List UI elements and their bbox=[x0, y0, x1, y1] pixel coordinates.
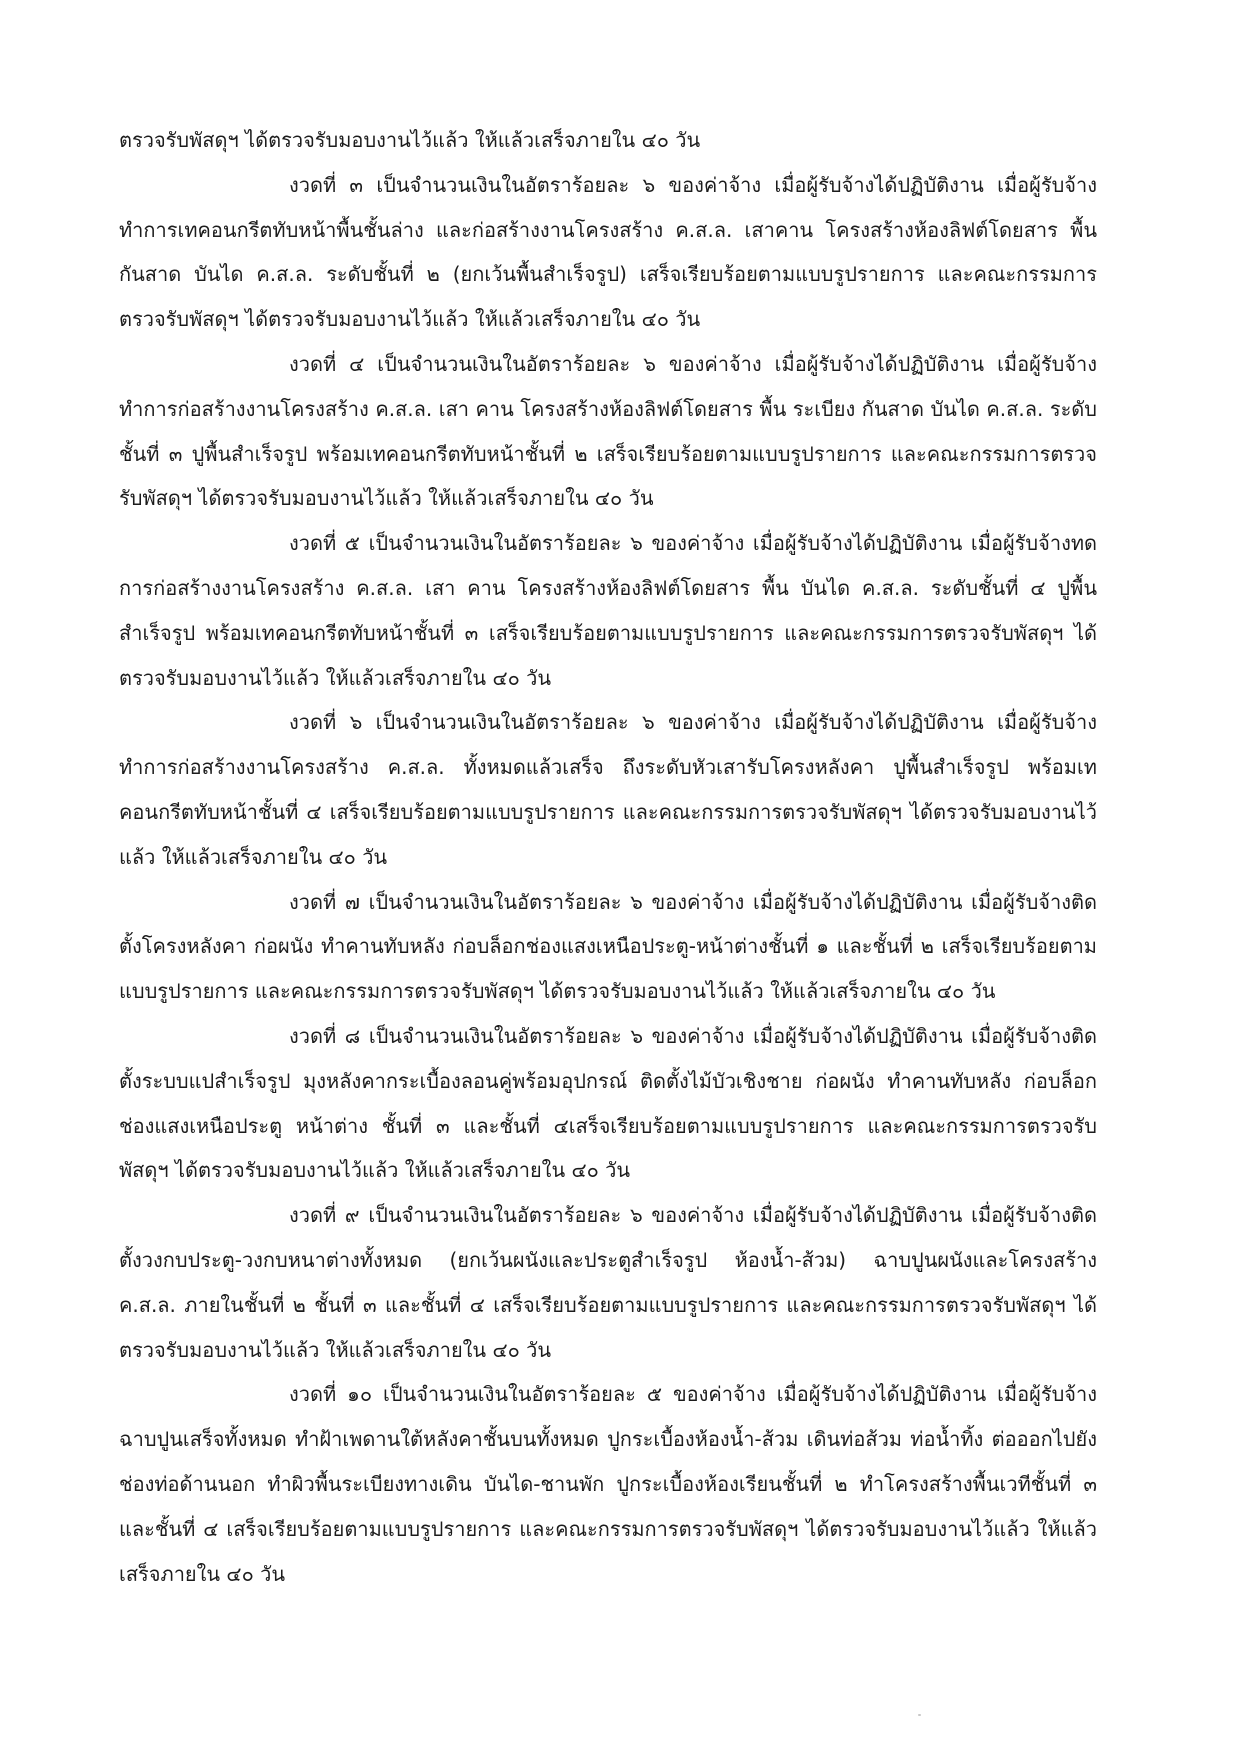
installment-4-paragraph: งวดที่ ๔ เป็นจำนวนเงินในอัตราร้อยละ ๖ ของค่าจ้าง เมื่อผู้รับจ้างได้ปฏิบัติงาน เมื่อผู้รับจ้างทำการก่อสร้างงานโครงสร้าง ค.ส.ล. เสา คาน โครงสร้างห้องลิฟต์โดยสาร พื้น ระเบียง กันสาด บันได ค.ส.ล. ระดับชั้นที่ ๓ ปูพื้นสำเร็จรูป พร้อมเทคอนกรีตทับหน้าชั้นที่ ๒ เสร็จเรียบร้อยตามแบบรูปรายการ และคณะกรรมการตรวจรับพัสดุฯ ได้ตรวจรับมอบงานไว้แล้ว ให้แล้วเสร็จภายใน ๔๐ วัน bbox=[119, 351, 1097, 511]
scan-speck bbox=[918, 1714, 921, 1716]
installment-3-paragraph: งวดที่ ๓ เป็นจำนวนเงินในอัตราร้อยละ ๖ ของค่าจ้าง เมื่อผู้รับจ้างได้ปฏิบัติงาน เมื่อผู้รับจ้างทำการเทคอนกรีตทับหน้าพื้นชั้นล่าง และก่อสร้างงานโครงสร้าง ค.ส.ล. เสาคาน โครงสร้างห้องลิฟต์โดยสาร พื้นกันสาด บันได ค.ส.ล. ระดับชั้นที่ ๒ (ยกเว้นพื้นสำเร็จรูป) เสร็จเรียบร้อยตามแบบรูปรายการ และคณะกรรมการตรวจรับพัสดุฯ ได้ตรวจรับมอบงานไว้แล้ว ให้แล้วเสร็จภายใน ๔๐ วัน bbox=[119, 172, 1097, 332]
document-body bbox=[119, 118, 1097, 1596]
installment-9-paragraph: งวดที่ ๙ เป็นจำนวนเงินในอัตราร้อยละ ๖ ของค่าจ้าง เมื่อผู้รับจ้างได้ปฏิบัติงาน เมื่อผู้รับจ้างติดตั้งวงกบประตู-วงกบหนาต่างทั้งหมด (ยกเว้นผนังและประตูสำเร็จรูป ห้องน้ำ-ส้วม) ฉาบปูนผนังและโครงสร้าง ค.ส.ล. ภายในชั้นที่ ๒ ชั้นที่ ๓ และชั้นที่ ๔ เสร็จเรียบร้อยตามแบบรูปรายการ และคณะกรรมการตรวจรับพัสดุฯ ได้ตรวจรับมอบงานไว้แล้ว ให้แล้วเสร็จภายใน ๔๐ วัน bbox=[119, 1203, 1097, 1362]
installment-10-paragraph: งวดที่ ๑๐ เป็นจำนวนเงินในอัตราร้อยละ ๕ ของค่าจ้าง เมื่อผู้รับจ้างได้ปฏิบัติงาน เมื่อผู้รับจ้างฉาบปูนเสร็จทั้งหมด ทำฝ้าเพดานใต้หลังคาชั้นบนทั้งหมด ปูกระเบื้องห้องน้ำ-ส้วม เดินท่อส้วม ท่อน้ำทิ้ง ต่อออกไปยังช่องท่อด้านนอก ทำผิวพื้นระเบียงทางเดิน บันได-ชานพัก ปูกระเบื้องห้องเรียนชั้นที่ ๒ ทำโครงสร้างพื้นเวทีชั้นที่ ๓ และชั้นที่ ๔ เสร็จเรียบร้อยตามแบบรูปรายการ และคณะกรรมการตรวจรับพัสดุฯ ได้ตรวจรับมอบงานไว้แล้ว ให้แล้วเสร็จภายใน ๔๐ วัน bbox=[119, 1382, 1097, 1586]
installment-7-paragraph: งวดที่ ๗ เป็นจำนวนเงินในอัตราร้อยละ ๖ ของค่าจ้าง เมื่อผู้รับจ้างได้ปฏิบัติงาน เมื่อผู้รับจ้างติดตั้งโครงหลังคา ก่อผนัง ทำคานทับหลัง ก่อบล็อกช่องแสงเหนือประตู-หน้าต่างชั้นที่ ๑ และชั้นที่ ๒ เสร็จเรียบร้อยตามแบบรูปรายการ และคณะกรรมการตรวจรับพัสดุฯ ได้ตรวจรับมอบงานไว้แล้ว ให้แล้วเสร็จภายใน ๔๐ วัน bbox=[119, 889, 1097, 1004]
installment-6-paragraph: งวดที่ ๖ เป็นจำนวนเงินในอัตราร้อยละ ๖ ของค่าจ้าง เมื่อผู้รับจ้างได้ปฏิบัติงาน เมื่อผู้รับจ้างทำการก่อสร้างงานโครงสร้าง ค.ส.ล. ทั้งหมดแล้วเสร็จ ถึงระดับหัวเสารับโครงหลังคา ปูพื้นสำเร็จรูป พร้อมเทคอนกรีตทับหน้าชั้นที่ ๔ เสร็จเรียบร้อยตามแบบรูปรายการ และคณะกรรมการตรวจรับพัสดุฯ ได้ตรวจรับมอบงานไว้แล้ว ให้แล้วเสร็จภายใน ๔๐ วัน bbox=[119, 710, 1097, 869]
installment-5-paragraph: งวดที่ ๕ เป็นจำนวนเงินในอัตราร้อยละ ๖ ของค่าจ้าง เมื่อผู้รับจ้างได้ปฏิบัติงาน เมื่อผู้รับจ้างทดการก่อสร้างงานโครงสร้าง ค.ส.ล. เสา คาน โครงสร้างห้องลิฟต์โดยสาร พื้น บันได ค.ส.ล. ระดับชั้นที่ ๔ ปูพื้นสำเร็จรูป พร้อมเทคอนกรีตทับหน้าชั้นที่ ๓ เสร็จเรียบร้อยตามแบบรูปรายการ และคณะกรรมการตรวจรับพัสดุฯ ได้ตรวจรับมอบงานไว้แล้ว ให้แล้วเสร็จภายใน ๔๐ วัน bbox=[119, 531, 1097, 690]
installment-8-paragraph: งวดที่ ๘ เป็นจำนวนเงินในอัตราร้อยละ ๖ ของค่าจ้าง เมื่อผู้รับจ้างได้ปฏิบัติงาน เมื่อผู้รับจ้างติดตั้งระบบแปสำเร็จรูป มุงหลังคากระเบื้องลอนคู่พร้อมอุปกรณ์ ติดตั้งไม้บัวเชิงชาย ก่อผนัง ทำคานทับหลัง ก่อบล็อกช่องแสงเหนือประตู หน้าต่าง ชั้นที่ ๓ และชั้นที่ ๔เสร็จเรียบร้อยตามแบบรูปรายการ และคณะกรรมการตรวจรับพัสดุฯ ได้ตรวจรับมอบงานไว้แล้ว ให้แล้วเสร็จภายใน ๔๐ วัน bbox=[119, 1023, 1097, 1183]
continued-line: ตรวจรับพัสดุฯ ได้ตรวจรับมอบงานไว้แล้ว ให้แล้วเสร็จภายใน ๔๐ วัน bbox=[119, 128, 701, 152]
